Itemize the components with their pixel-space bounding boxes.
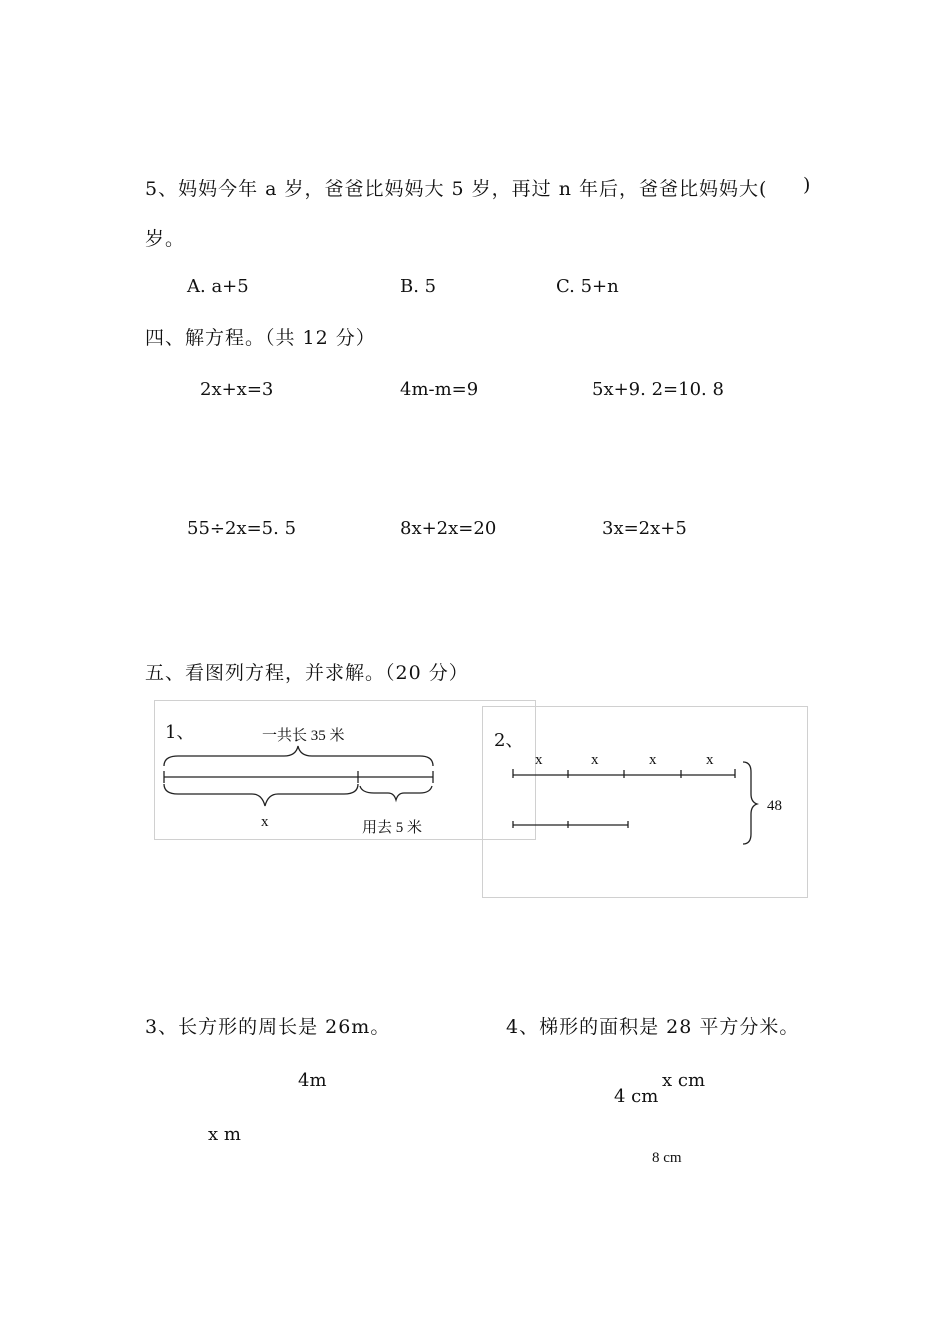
equation-3: 5x+9. 2=10. 8 [592,379,724,400]
q4-top-label: x cm [662,1070,706,1091]
q4-text: 4、梯形的面积是 28 平方分米。 [506,1016,800,1038]
figure2-seg-label-1: x [535,752,543,768]
figure1-x-label: x [261,814,269,830]
figure1-used-label: 用去 5 米 [362,820,423,836]
figure1-used-brace [360,786,432,800]
figure1-top-brace [164,746,433,766]
figure2-total-label: 48 [767,798,782,814]
figure2-seg-label-4: x [706,752,714,768]
figure2-seg-label-2: x [591,752,599,768]
q5-line2: 岁。 [145,228,186,250]
equation-1: 2x+x=3 [200,379,274,400]
equation-4: 55÷2x=5. 5 [187,518,297,539]
figure2-seg-label-3: x [649,752,657,768]
equation-5: 8x+2x=20 [400,518,497,539]
q5-option-b: B. 5 [400,276,437,297]
section4-title: 四、解方程。（共 12 分） [145,327,376,349]
q3-width-label: 4m [298,1070,327,1091]
q3-height-label: x m [208,1124,241,1145]
q3-text: 3、长方形的周长是 26m。 [145,1016,391,1038]
q4-height-label: 4 cm [614,1086,659,1107]
q5-option-c: C. 5+n [556,276,619,297]
figure1-x-brace [164,784,358,806]
figure2-number: 2、 [494,730,524,751]
equation-2: 4m-m=9 [400,379,479,400]
equation-6: 3x=2x+5 [602,518,687,539]
q4-bottom-label: 8 cm [652,1150,682,1166]
q5-line1: 5、妈妈今年 a 岁，爸爸比妈妈大 5 岁，再过 n 年后，爸爸比妈妈大( [145,178,768,200]
figure1-total-label: 一共长 35 米 [262,728,345,744]
q5-paren-close: ) [803,174,812,196]
figure2-right-brace [743,762,757,844]
section5-title: 五、看图列方程，并求解。（20 分） [145,662,469,684]
figure1-number: 1、 [165,722,195,743]
q5-option-a: A. a+5 [187,276,249,297]
